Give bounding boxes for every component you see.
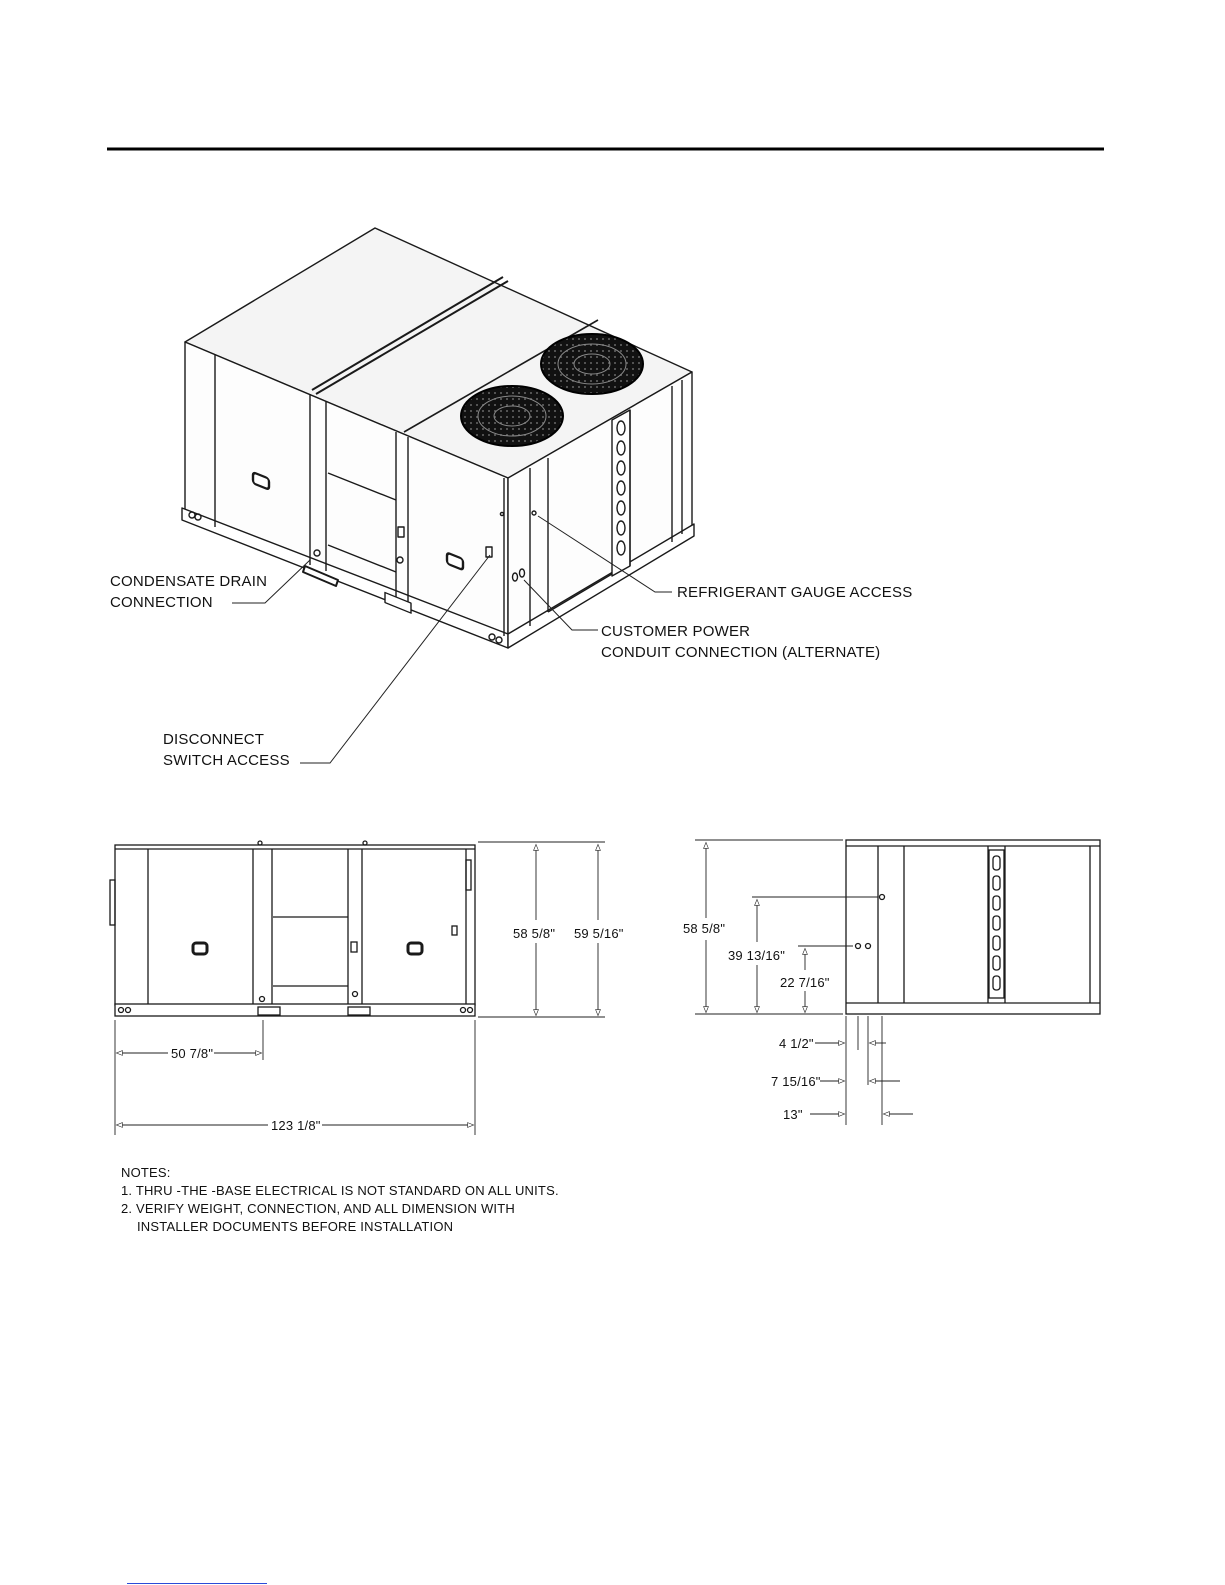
- notes-line-2: 2. VERIFY WEIGHT, CONNECTION, AND ALL DIMENSION WITH: [121, 1201, 515, 1216]
- dim-side-offset-a: 4 1/2": [779, 1036, 814, 1051]
- dim-front-height-a: 58 5/8": [513, 926, 556, 941]
- dim-front-width-partial: 50 7/8": [171, 1046, 214, 1061]
- dim-side-gauge-height: 39 13/16": [728, 948, 786, 963]
- side-outline: [846, 840, 1100, 1014]
- dim-side-height: 58 5/8": [683, 921, 726, 936]
- callout-disconnect-line1: DISCONNECT: [163, 731, 265, 748]
- dim-side-offset-b: 7 15/16": [771, 1074, 821, 1089]
- callout-refrigerant-gauge: REFRIGERANT GAUGE ACCESS: [677, 584, 913, 601]
- footer-link-underline: [127, 1583, 267, 1584]
- callout-condensate-drain: [110, 571, 267, 613]
- callout-customer-power-line1: CUSTOMER POWER: [601, 623, 751, 640]
- notes-line-3: INSTALLER DOCUMENTS BEFORE INSTALLATION: [137, 1219, 454, 1234]
- notes-heading: NOTES:: [121, 1165, 171, 1180]
- dim-front-height-b: 59 5/16": [574, 926, 624, 941]
- callout-disconnect-line2: SWITCH ACCESS: [163, 752, 290, 769]
- callout-condensate-line2: CONNECTION: [110, 594, 213, 611]
- dim-side-conduit-height: 22 7/16": [780, 975, 830, 990]
- front-view: [110, 841, 475, 1016]
- callout-condensate-line1: CONDENSATE DRAIN: [110, 573, 268, 590]
- callout-disconnect-switch: [163, 729, 290, 771]
- callout-customer-power-line2: CONDUIT CONNECTION (ALTERNATE): [601, 644, 881, 661]
- dim-front-width-total: 123 1/8": [271, 1118, 321, 1133]
- dim-side-offset-c: 13": [783, 1107, 803, 1122]
- side-view: [846, 840, 1100, 1014]
- notes-line-1: 1. THRU -THE -BASE ELECTRICAL IS NOT STANDARD ON ALL UNITS.: [121, 1183, 559, 1198]
- front-outline: [115, 845, 475, 1005]
- notes-block: [121, 1164, 559, 1236]
- callout-customer-power: [601, 621, 880, 663]
